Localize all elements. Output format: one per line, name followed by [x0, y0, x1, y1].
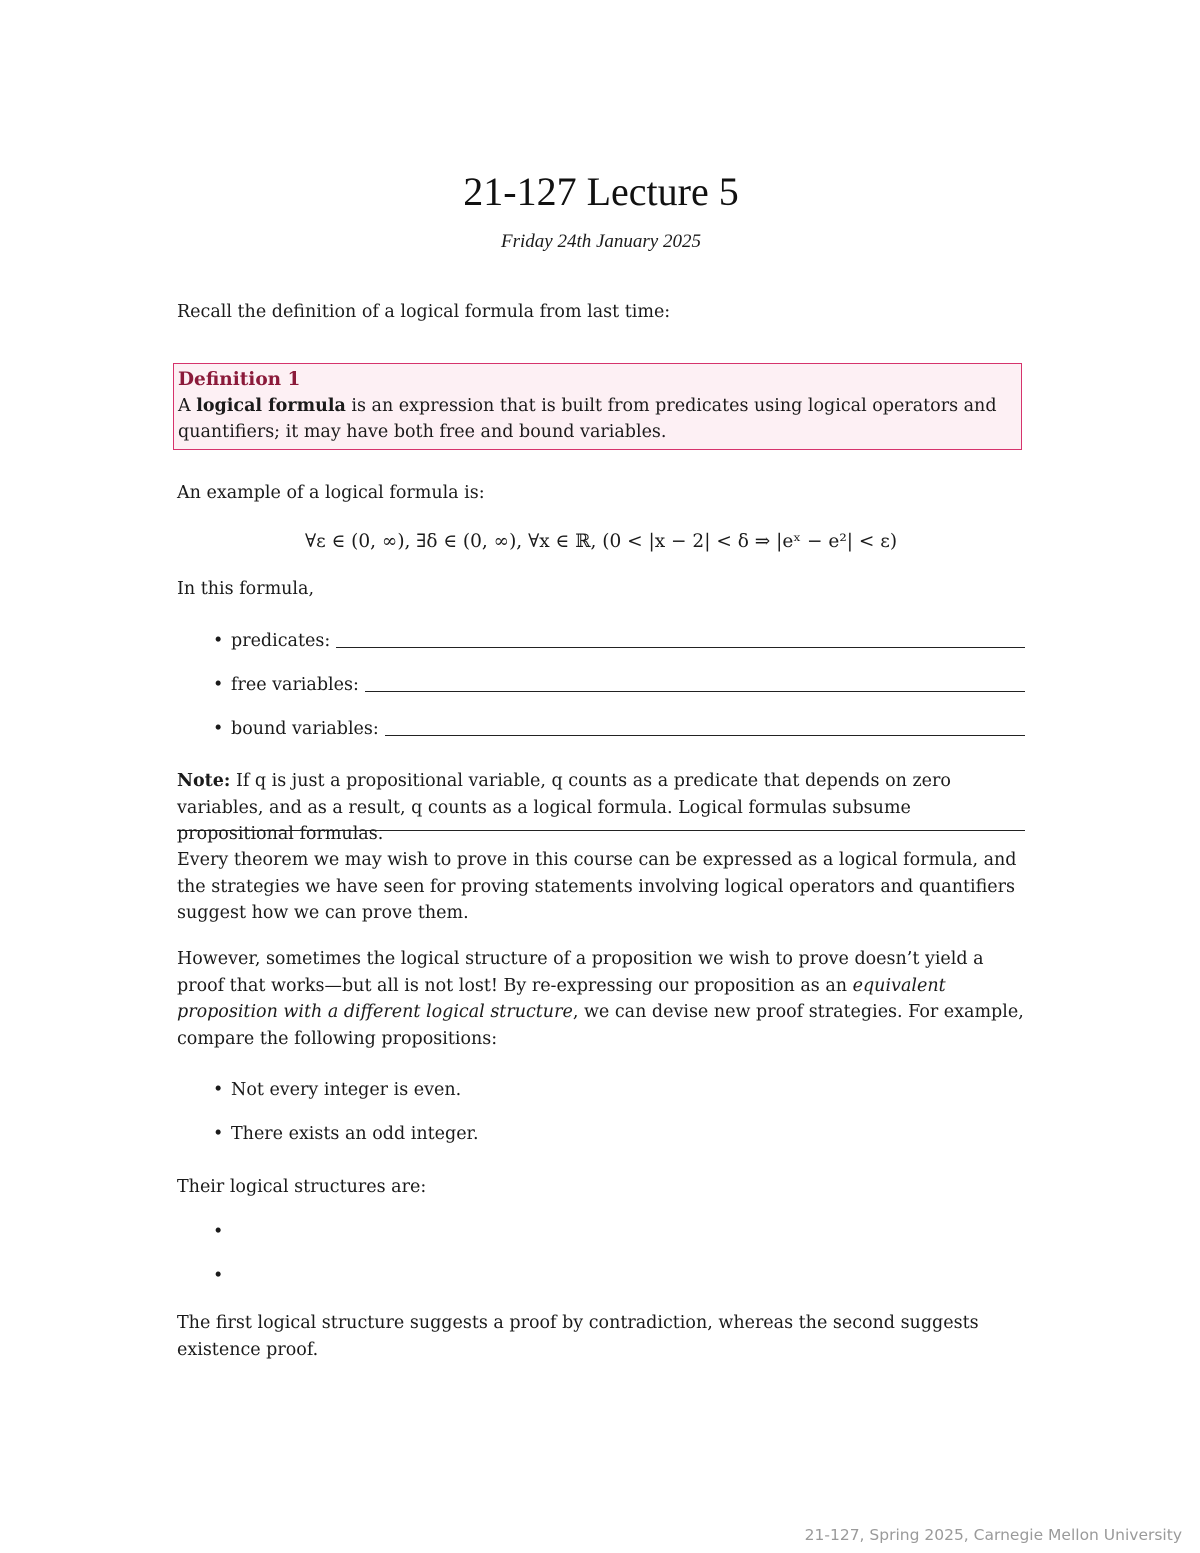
bullet-icon: • — [213, 1080, 224, 1100]
structure-text-after: , we can devise new proof strategies. For example, compare the following propositions: — [177, 1002, 1024, 1049]
page-footer: 21-127, Spring 2025, Carnegie Mellon University — [804, 1526, 1182, 1544]
definition-text: is an expression that is built from predicates using logical operators and quantifiers; it may have both free and bound variables. — [178, 396, 997, 442]
definition-body — [178, 393, 1010, 445]
blank-label: predicates: — [231, 631, 331, 651]
intro-paragraph: Recall the definition of a logical formula from last time: — [177, 302, 671, 322]
fill-in-line — [385, 717, 1025, 736]
bullet-icon: • — [213, 675, 224, 695]
theorem-paragraph: Every theorem we may wish to prove in this course can be expressed as a logical formula, and the strategies we have seen for proving statements involving logical operators and quantifiers suggest how we can prove them. — [177, 850, 1017, 923]
blank-bound-variables — [213, 716, 1025, 742]
conclusion-paragraph: The first logical structure suggests a proof by contradiction, whereas the second suggests existence proof. — [177, 1313, 979, 1360]
note-text: If q is just a propositional variable, q counts as a predicate that depends on zero variables, and as a result, q counts as a logical formula. Logical formulas subsume propositional formulas. — [177, 771, 951, 844]
definition-article: A — [178, 396, 191, 416]
structure-blank-item — [213, 1263, 1025, 1289]
example-intro: An example of a logical formula is: — [177, 483, 485, 503]
page-title: 21-127 Lecture 5 — [463, 169, 739, 214]
lecture-date: Friday 24th January 2025 — [500, 231, 701, 252]
blank-label: free variables: — [231, 675, 359, 695]
proposition-text: Not every integer is even. — [231, 1080, 462, 1100]
structure-emphasis: equivalent proposition with a different logical structure — [177, 975, 946, 1022]
structure-paragraph — [177, 946, 1025, 1052]
logical-formula: ∀ε ∈ (0, ∞), ∃δ ∈ (0, ∞), ∀x ∈ ℝ, (0 < |x − 2| < δ ⇒ |eˣ − e²| < ε) — [304, 531, 898, 552]
structure-blank-item — [213, 1219, 1025, 1245]
note-paragraph — [177, 768, 1025, 848]
blank-label: bound variables: — [231, 719, 379, 739]
blank-predicates — [213, 628, 1025, 654]
note-label: Note: — [177, 771, 231, 791]
fill-in-line — [336, 629, 1025, 648]
bullet-icon: • — [213, 719, 224, 739]
proposition-text: There exists an odd integer. — [231, 1124, 479, 1144]
structure-text-before: However, sometimes the logical structure of a proposition we wish to prove doesn’t yield a proof that works—but all is not lost! By re-expressing our proposition as an — [177, 949, 984, 996]
proposition-item — [213, 1077, 1025, 1103]
structures-intro: Their logical structures are: — [177, 1177, 427, 1197]
bullet-icon: • — [213, 1124, 224, 1144]
definition-term: logical formula — [196, 396, 346, 416]
in-formula-text: In this formula, — [177, 579, 315, 599]
bullet-icon: • — [213, 1222, 224, 1242]
blank-free-variables — [213, 672, 1025, 698]
definition-heading: Definition 1 — [178, 369, 301, 390]
bullet-icon: • — [213, 1266, 224, 1286]
bullet-icon: • — [213, 631, 224, 651]
proposition-item — [213, 1121, 1025, 1147]
horizontal-rule — [177, 830, 1025, 831]
definition-box — [173, 363, 1022, 450]
fill-in-line — [365, 673, 1025, 692]
